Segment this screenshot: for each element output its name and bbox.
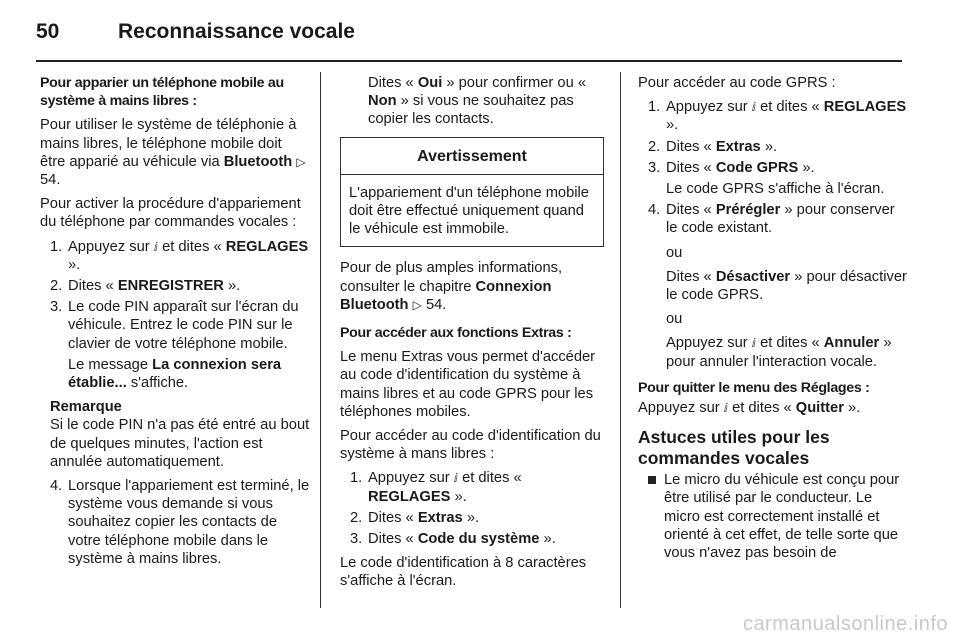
column-2 — [340, 74, 604, 597]
id-code-intro: Pour accéder au code d'identification du système à mans libres : — [340, 428, 601, 463]
step-subtext — [666, 268, 910, 304]
paragraph-text: et dites « — [732, 400, 792, 417]
command-term: Quitter — [795, 400, 844, 417]
step-number: 2. — [350, 509, 363, 526]
step-number: 1. — [648, 99, 661, 116]
voice-command-icon: ⅈ — [723, 401, 728, 416]
list-item — [40, 477, 310, 568]
step-subtext: Le code GPRS s'affiche à l'écran. — [666, 181, 885, 198]
pairing-intro — [40, 116, 310, 189]
bullet-square-icon — [648, 476, 656, 484]
list-item — [340, 509, 604, 527]
step-subtext — [666, 334, 910, 370]
voice-command-icon: ⅈ — [153, 239, 158, 254]
command-term: Code du système — [417, 531, 540, 548]
page-title: Reconnaissance vocale — [118, 20, 355, 43]
paragraph-text: Pour de plus amples informations, consulter le chapitre — [340, 260, 563, 295]
column-3 — [638, 74, 910, 562]
column-divider-2 — [620, 72, 621, 608]
warning-title: Avertissement — [341, 138, 603, 175]
step-text: ». — [543, 531, 556, 548]
step-subtext — [68, 356, 310, 392]
step-text: Dites « — [666, 268, 712, 285]
step-number: 4. — [50, 478, 63, 495]
command-term: Oui — [417, 75, 443, 91]
command-term: Extras — [417, 509, 463, 526]
confirm-paragraph — [340, 74, 604, 129]
step-number: 3. — [648, 159, 661, 176]
list-item — [340, 530, 604, 548]
command-term: Prérégler — [715, 202, 781, 219]
or-separator: ou — [666, 311, 683, 328]
step-text: Appuyez sur — [666, 335, 748, 352]
command-term: Extras — [715, 138, 761, 155]
command-term: ENREGISTRER — [117, 278, 224, 295]
paragraph-text: Appuyez sur — [638, 400, 720, 417]
chapter-link-term: Connexion Bluetooth — [340, 278, 552, 313]
step-text: et dites « — [760, 99, 820, 116]
step-number: 2. — [648, 138, 661, 155]
remark-note — [50, 398, 310, 471]
list-item — [638, 98, 910, 134]
pairing-steps-cont — [40, 477, 310, 568]
paragraph-text: » pour confirmer ou « — [446, 75, 586, 91]
gprs-steps — [638, 98, 910, 371]
column-1 — [40, 74, 310, 574]
section-title: Astuces utiles pour les commandes vocales — [638, 427, 830, 469]
page-reference: 54. — [425, 296, 447, 313]
step-text: ». — [68, 256, 81, 273]
message-term: La connexion sera établie... — [68, 356, 282, 392]
step-text: ». — [466, 509, 480, 526]
step-text: Lorsque l'appariement est terminé, le système vous demande si vous souhaitez copier les contacts de votre téléphone mobile dans le système à mains libres. — [68, 478, 310, 567]
voice-command-icon: ⅈ — [751, 100, 756, 115]
gprs-intro: Pour accéder au code GPRS : — [638, 75, 836, 91]
pairing-heading: Pour apparier un téléphone mobile au système à mains libres : — [40, 75, 284, 110]
quit-heading: Pour quitter le menu des Réglages : — [638, 379, 870, 396]
step-text: ». — [802, 159, 815, 176]
step-text: Le message — [68, 356, 149, 373]
step-text: et dites « — [162, 238, 222, 255]
extras-heading: Pour accéder aux fonctions Extras : — [340, 325, 572, 342]
step-text: Appuyez sur — [68, 238, 150, 255]
column-divider-1 — [320, 72, 321, 608]
warning-box — [340, 137, 604, 248]
step-text: Dites « — [666, 159, 712, 176]
list-item — [40, 277, 310, 295]
remark-text: Si le code PIN n'a pas été entré au bout de quelques minutes, l'action est annulée automatiquement. — [50, 417, 310, 470]
step-text: Dites « — [666, 138, 712, 155]
step-text: ». — [228, 278, 241, 295]
bluetooth-term: Bluetooth — [223, 153, 293, 170]
step-text: Appuyez sur — [666, 99, 748, 116]
step-text: et dites « — [760, 335, 820, 352]
list-item — [638, 138, 910, 156]
page-reference-arrow-icon: ▷ — [296, 154, 306, 169]
step-text: s'affiche. — [130, 375, 189, 392]
pairing-steps — [40, 238, 310, 393]
step-text: Dites « — [368, 509, 414, 526]
command-term: Désactiver — [715, 268, 791, 285]
id-code-result: Le code d'identification à 8 caractères s'affiche à l'écran. — [340, 555, 587, 590]
page-reference: 54. — [40, 172, 61, 189]
watermark: carmanualsonline.info — [742, 613, 948, 635]
step-text: Dites « — [666, 202, 712, 219]
step-text: » pour désactiver le code GPRS. — [666, 268, 907, 304]
step-number: 3. — [50, 299, 63, 316]
step-number: 1. — [350, 470, 363, 487]
page-reference-arrow-icon: ▷ — [412, 297, 422, 312]
step-text: ». — [454, 488, 467, 505]
header-rule — [36, 60, 902, 62]
step-number: 4. — [648, 202, 661, 219]
step-number: 3. — [350, 531, 363, 548]
extras-intro: Le menu Extras vous permet d'accéder au code d'identification du système à mains libres et au code GPRS pour les téléphones mobiles. — [340, 349, 596, 420]
step-number: 2. — [50, 278, 63, 295]
paragraph-text: ». — [848, 400, 861, 417]
command-term: REGLAGES — [823, 99, 907, 116]
or-separator: ou — [666, 244, 683, 261]
list-item — [638, 159, 910, 198]
paragraph-text: Dites « — [368, 75, 414, 91]
step-text: ». — [764, 138, 778, 155]
step-text: Dites « — [368, 531, 414, 548]
step-number: 1. — [50, 238, 63, 255]
voice-command-icon: ⅈ — [751, 336, 756, 351]
list-item — [40, 238, 310, 274]
command-term: REGLAGES — [225, 238, 309, 255]
step-text: Appuyez sur — [368, 470, 450, 487]
remark-title: Remarque — [50, 399, 122, 416]
quit-paragraph — [638, 399, 910, 417]
command-term: Code GPRS — [715, 159, 799, 176]
more-info-paragraph — [340, 259, 604, 314]
page-header — [0, 0, 960, 58]
step-text: et dites « — [462, 470, 522, 487]
paragraph-text: » si vous ne souhaitez pas copier les contacts. — [368, 93, 574, 128]
warning-text: L'appariement d'un téléphone mobile doit être effectué uniquement quand le véhicule est immobile. — [349, 184, 589, 238]
page-number: 50 — [36, 20, 60, 43]
step-text: Dites « — [68, 278, 114, 295]
list-item — [638, 201, 910, 371]
command-term: Annuler — [823, 335, 880, 352]
id-code-steps — [340, 469, 604, 548]
activation-intro: Pour activer la procédure d'appariement du téléphone par commandes vocales : — [40, 196, 301, 231]
pairing-intro-text: Pour utiliser le système de téléphonie à mains libres, le téléphone mobile doit être apparié au véhicule via — [40, 117, 297, 170]
step-text: ». — [666, 117, 679, 134]
bullet-text: Le micro du véhicule est conçu pour être utilisé par le conducteur. Le micro est correctement installé et orienté à cet effet, de telle sorte que vous n'avez pas besoin de — [664, 472, 900, 562]
command-term: Non — [368, 93, 397, 110]
list-item — [340, 469, 604, 505]
list-item — [40, 298, 310, 392]
list-item — [638, 471, 910, 562]
step-text: Le code PIN apparaît sur l'écran du véhicule. Entrez le code PIN sur le clavier de votre téléphone mobile. — [68, 299, 299, 352]
step-text: » pour annuler l'interaction vocale. — [666, 335, 892, 370]
voice-command-icon: ⅈ — [453, 471, 458, 486]
command-term: REGLAGES — [368, 488, 451, 505]
step-text: » pour conserver le code existant. — [666, 202, 895, 237]
